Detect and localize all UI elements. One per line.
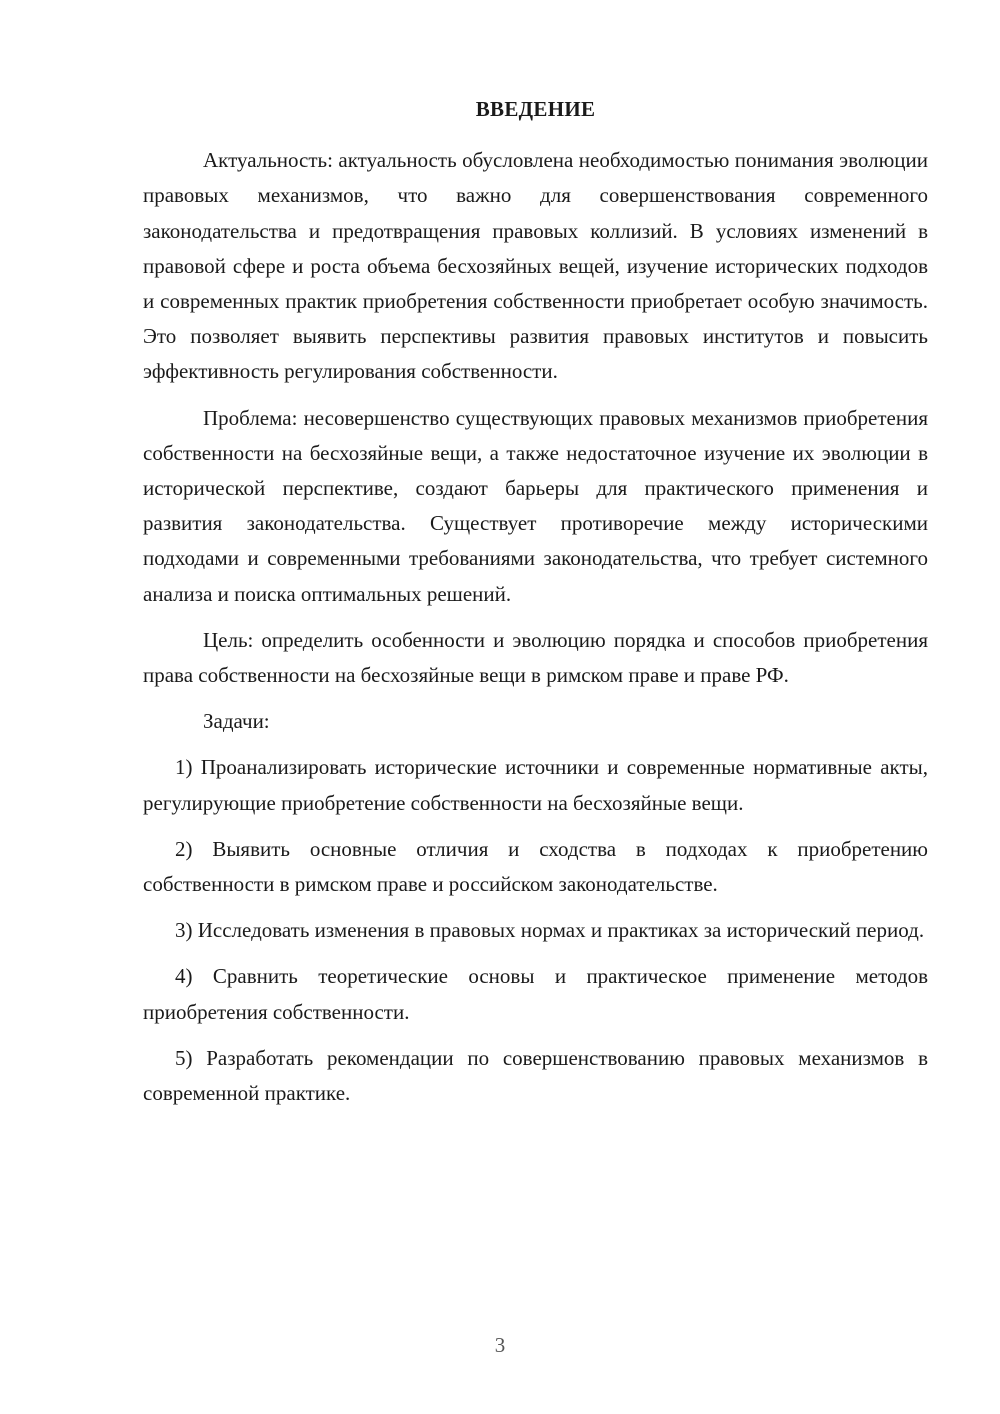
task-item-2: 2) Выявить основные отличия и сходства в подходах к приобретению собственности в римском праве и российском законодательстве. bbox=[143, 836, 928, 897]
task-item-5: 5) Разработать рекомендации по совершенствованию правовых механизмов в современной практике. bbox=[143, 1045, 928, 1106]
paragraph-goal: Цель: определить особенности и эволюцию порядка и способов приобретения права собственности на бесхозяйные вещи в римском праве и праве РФ. bbox=[143, 627, 928, 688]
paragraph-relevance: Актуальность: актуальность обусловлена необходимостью понимания эволюции правовых механизмов, что важно для совершенствования современного законодательства и предотвращения правовых коллизий. В условиях изменений в правовой сфере и роста объема бесхозяйных вещей, изучение исторических подходов и современных практик приобретения собственности приобретает особую значимость. Это позволяет выявить перспективы развития правовых институтов и повысить эффективность регулирования собственности. bbox=[143, 148, 928, 384]
page-number: 3 bbox=[494, 1333, 506, 1357]
task-item-4: 4) Сравнить теоретические основы и практическое применение методов приобретения собственности. bbox=[143, 964, 928, 1024]
document-page bbox=[143, 92, 928, 1122]
task-item-3: 3) Исследовать изменения в правовых нормах и практиках за исторический период. bbox=[175, 918, 925, 943]
section-title: ВВЕДЕНИЕ bbox=[475, 97, 596, 121]
paragraph-problem: Проблема: несовершенство существующих правовых механизмов приобретения собственности на бесхозяйные вещи, а также недостаточное изучение их эволюции в исторической перспективе, создают барьеры для практического применения и развития законодательства. Существует противоречие между историческими подходами и современными требованиями законодательства, что требует системного анализа и поиска оптимальных решений. bbox=[143, 405, 928, 606]
task-item-1: 1) Проанализировать исторические источники и современные нормативные акты, регулирующие приобретение собственности на бесхозяйные вещи. bbox=[143, 755, 928, 815]
tasks-heading: Задачи: bbox=[203, 709, 270, 734]
